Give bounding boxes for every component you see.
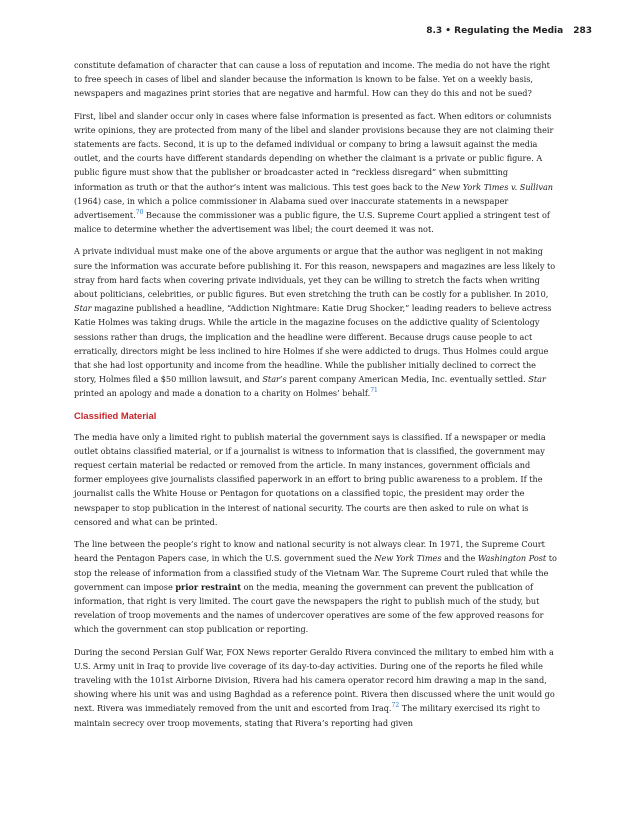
publication-name: Star bbox=[74, 303, 92, 314]
paragraph-text: parent company American Media, Inc. eventually settled. bbox=[286, 374, 529, 385]
paragraph-text: The media have only a limited right to publish material the government says is classified. If a newspaper or media outlet obtains classified material, or if a journalist is witness to information that is classified, the government may request certain material be redacted or removed from the article. In many instances, government officials and former employees give journalists classified paperwork in an effort to bring public awareness to a problem. If the journalist calls the White House or Pentagon for quotations on a classified topic, the president may order the newspaper to stop publication in the interest of national security. The courts are then asked to rule on what is censored and what can be printed. bbox=[74, 431, 546, 527]
footnote-link-72[interactable]: 72 bbox=[391, 702, 400, 710]
paragraph-text: and the bbox=[441, 553, 478, 564]
paragraph-rivera bbox=[74, 645, 558, 730]
paragraph-text: to stop the release of information from a classified study of the Vietnam War. The Supreme Court ruled that while the government can impose bbox=[74, 553, 557, 592]
footnote-link-71[interactable]: 71 bbox=[370, 387, 378, 395]
paragraph-text: magazine published a headline, “Addiction Nightmare: Katie Drug Shocker,” leading readers to believe actress Katie Holmes was taking drugs. While the article in the magazine focuses on the addictive quality of Scientology sessions rather than drugs, the implication and the headline were different. Because drugs cause people to act erratically, directors might be less inclined to hire Holmes if she were addicted to drugs. Thus Holmes could argue that she had lost opportunity and income from the headline. While the publisher initially declined to correct the story, Holmes filed a $50 million lawsuit, and bbox=[74, 303, 552, 385]
paragraph-text: A private individual must make one of the above arguments or argue that the author was negligent in not making sure the information was accurate before publishing it. For this reason, newspapers and magazines are less likely to stray from hard facts when covering private individuals, yet they can be willing to stretch the facts when writing about politicians, celebrities, or public figures. But even stretching the truth can be costly for a publisher. In 2010, bbox=[74, 246, 556, 300]
paragraph-text: on the media, meaning the government can prevent the publication of information, that right is very limited. The court gave the newspapers the right to publish much of the study, but revelation of troop movements and the names of undercover operatives are some of the few approved reasons for which the government can stop publication or reporting. bbox=[74, 581, 544, 635]
paragraph-text: constitute defamation of character that can cause a loss of reputation and income. The media do not have the right to free speech in cases of libel and slander because the information is known to be false. Yet on a weekly basis, newspapers and magazines print stories that are negative and harmful. How can they do this and not be sued? bbox=[74, 60, 550, 99]
section-title: 8.3 • Regulating the Media bbox=[426, 26, 564, 36]
publication-name: Washington Post bbox=[477, 553, 547, 564]
paragraph-libel-intro bbox=[74, 58, 558, 101]
paragraph-text: (1964) case, in which a police commissioner in Alabama sued over inaccurate statements in a newspaper advertisement. bbox=[74, 195, 509, 221]
paragraph-text: The military exercised its right to maintain secrecy over troop movements, stating that Rivera’s reporting had given bbox=[74, 703, 540, 728]
paragraph-pentagon-papers bbox=[74, 537, 558, 636]
publication-name: New York Times bbox=[374, 553, 442, 564]
paragraph-text: printed an apology and made a donation to a charity on Holmes’ behalf. bbox=[74, 388, 371, 399]
paragraph-text: First, libel and slander occur only in cases where false information is presented as fact. When editors or columnists write opinions, they are protected from many of the libel and slander provisions because they are not claiming their statements are facts. Second, it is up to the defamed individual or company to bring a lawsuit against the media outlet, and the courts have different standards depending on whether the claimant is a private or public figure. A public figure must show that the publisher or broadcaster acted in “reckless disregard” when submitting information as truth or that the author’s intent was malicious. This test goes back to the bbox=[74, 110, 554, 192]
publication-name: Star’s bbox=[262, 374, 287, 385]
paragraph-private-individual bbox=[74, 244, 558, 400]
page-number: 283 bbox=[573, 26, 592, 36]
paragraph-public-figure bbox=[74, 109, 558, 237]
paragraph-classified bbox=[74, 430, 558, 529]
running-header bbox=[426, 26, 592, 36]
body-text bbox=[74, 58, 558, 738]
paragraph-text: During the second Persian Gulf War, FOX News reporter Geraldo Rivera convinced the military to embed him with a U.S. Army unit in Iraq to provide live coverage of its day-to-day activities. During one of the reports he filed while traveling with the 101st Airborne Division, Rivera had his camera operator record him drawing a map in the sand, showing where his unit was and using Baghdad as a reference point. Rivera then discussed where the unit would go next. Rivera was immediately removed from the unit and escorted from Iraq. bbox=[74, 646, 555, 714]
publication-name: Star bbox=[528, 374, 546, 385]
footnote-link-70[interactable]: 70 bbox=[135, 209, 144, 217]
case-name: New York Times v. Sullivan bbox=[441, 181, 554, 192]
key-term: prior restraint bbox=[175, 581, 242, 592]
paragraph-text: The line between the people’s right to know and national security is not always clear. In 1971, the Supreme Court heard the Pentagon Papers case, in which the U.S. government sued the bbox=[74, 539, 545, 564]
section-heading: Classified Material bbox=[74, 409, 157, 421]
paragraph-text: Because the commissioner was a public figure, the U.S. Supreme Court applied a stringent test of malice to determine whether the advertisement was libel; the court deemed it was not. bbox=[74, 210, 550, 235]
